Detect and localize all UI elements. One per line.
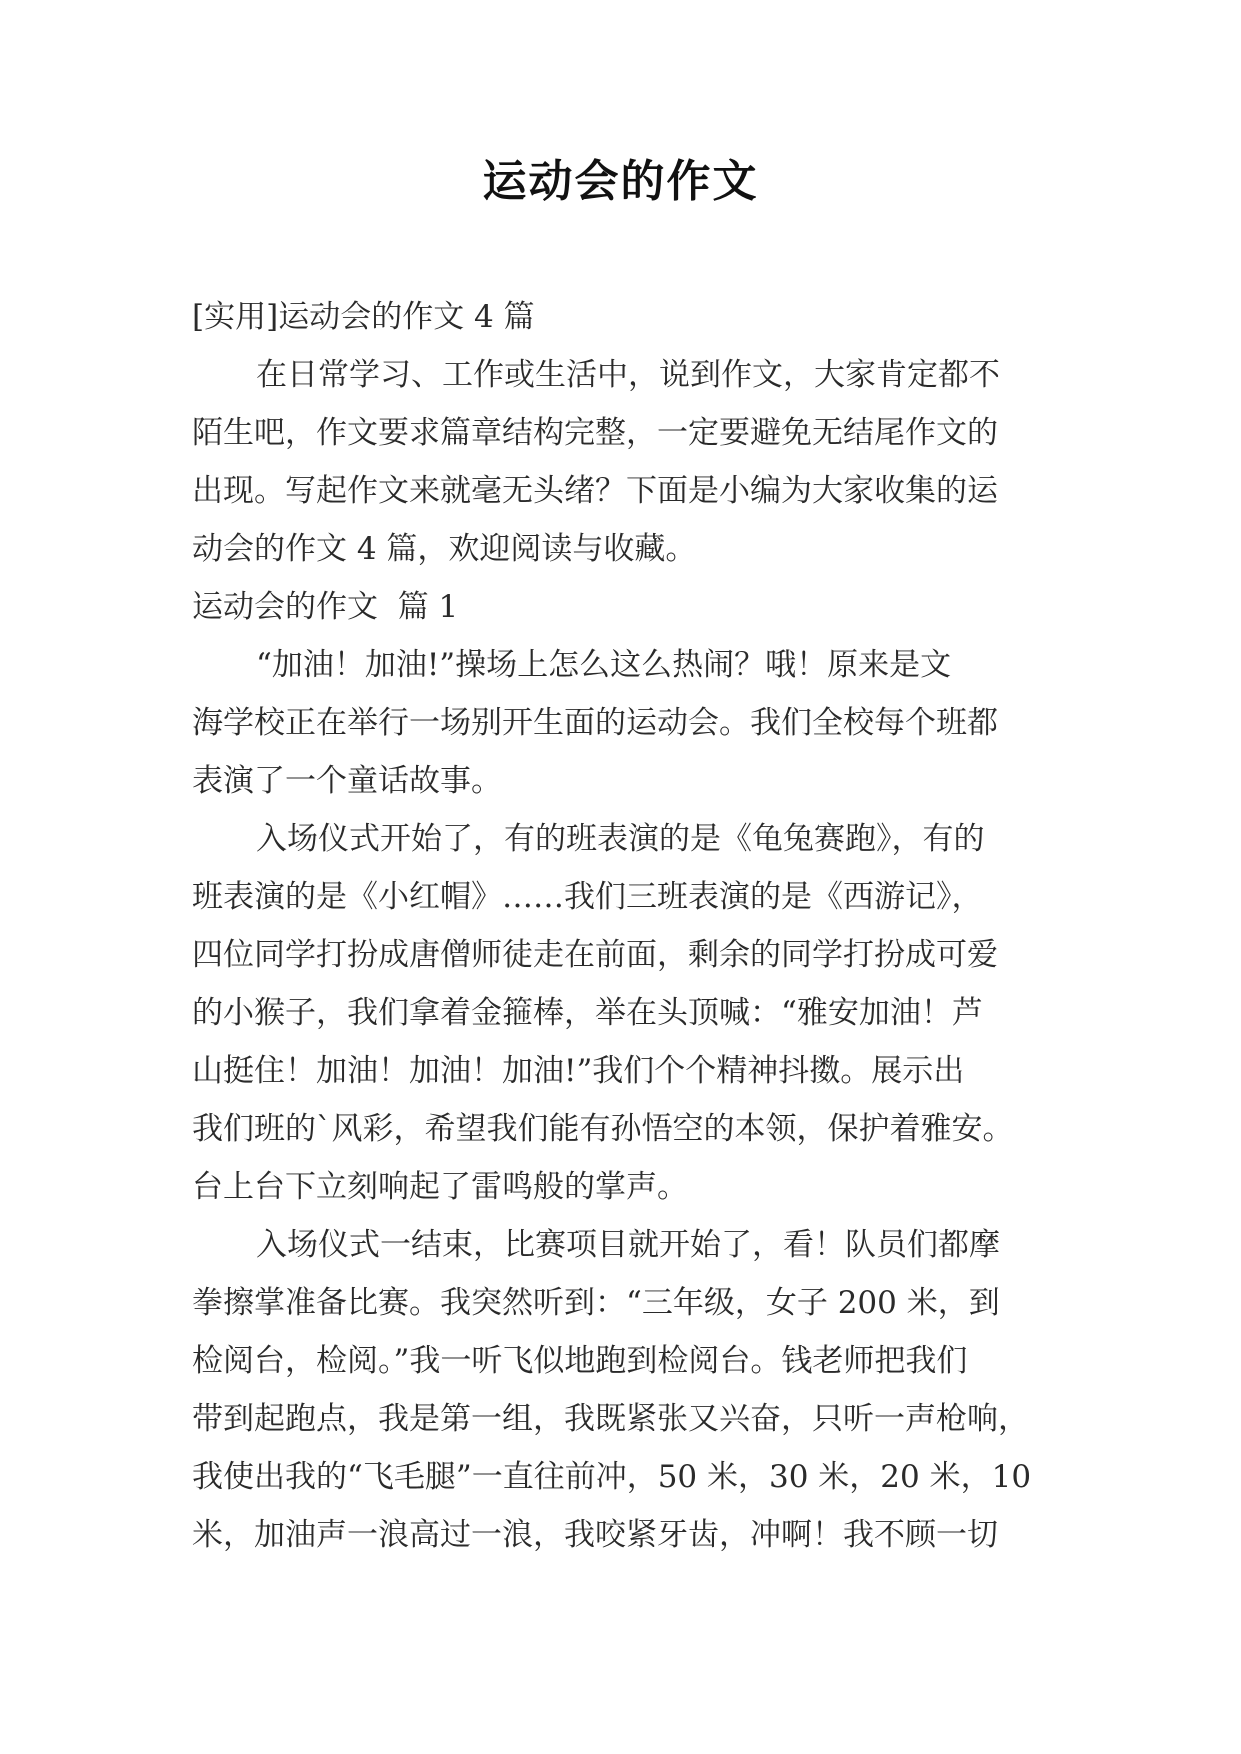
paragraph-line: 表演了一个童话故事。 bbox=[192, 763, 502, 799]
document-title: 运动会的作文 bbox=[482, 156, 759, 207]
paragraph-line: 海学校正在举行一场别开生面的运动会。我们全校每个班都 bbox=[192, 705, 998, 741]
intro-line: 动会的作文 4 篇，欢迎阅读与收藏。 bbox=[192, 531, 697, 567]
paragraph-line: 我使出我的“飞毛腿”一直往前冲，50 米，30 米，20 米，10 bbox=[192, 1459, 1032, 1495]
paragraph-line: 拳擦掌准备比赛。我突然听到：“三年级，女子 200 米，到 bbox=[192, 1285, 1000, 1321]
paragraph-line: 的小猴子，我们拿着金箍棒，举在头顶喊：“雅安加油！芦 bbox=[192, 995, 983, 1031]
paragraph-line: 入场仪式一结束，比赛项目就开始了，看！队员们都摩 bbox=[256, 1227, 1000, 1263]
paragraph-line: 四位同学打扮成唐僧师徒走在前面，剩余的同学打扮成可爱 bbox=[192, 937, 998, 973]
document-body bbox=[192, 288, 1052, 1564]
paragraph-line: 台上台下立刻响起了雷鸣般的掌声。 bbox=[192, 1169, 688, 1205]
paragraph-line: “加油！加油!”操场上怎么这么热闹？哦！原来是文 bbox=[256, 647, 952, 683]
paragraph-line: 山挺住！加油！加油！加油!”我们个个精神抖擞。展示出 bbox=[192, 1053, 965, 1089]
paragraph-line: 带到起跑点，我是第一组，我既紧张又兴奋，只听一声枪响， bbox=[192, 1401, 1029, 1437]
paragraph-line: 检阅台，检阅。”我一听飞似地跑到检阅台。钱老师把我们 bbox=[192, 1343, 968, 1379]
paragraph-line: 班表演的是《小红帽》……我们三班表演的是《西游记》， bbox=[192, 879, 983, 915]
intro-line: 在日常学习、工作或生活中，说到作文，大家肯定都不 bbox=[256, 357, 1000, 393]
section-heading: 运动会的作文 篇 1 bbox=[192, 589, 459, 625]
paragraph-line: 米，加油声一浪高过一浪，我咬紧牙齿，冲啊！我不顾一切 bbox=[192, 1517, 998, 1553]
paragraph-line: 入场仪式开始了，有的班表演的是《龟兔赛跑》，有的 bbox=[256, 821, 985, 857]
intro-line: 出现。写起作文来就毫无头绪？下面是小编为大家收集的运 bbox=[192, 473, 998, 509]
document-subtitle: [实用]运动会的作文 4 篇 bbox=[192, 299, 535, 335]
intro-line: 陌生吧，作文要求篇章结构完整，一定要避免无结尾作文的 bbox=[192, 415, 998, 451]
paragraph-line: 我们班的`风彩，希望我们能有孙悟空的本领，保护着雅安。 bbox=[192, 1111, 1014, 1147]
